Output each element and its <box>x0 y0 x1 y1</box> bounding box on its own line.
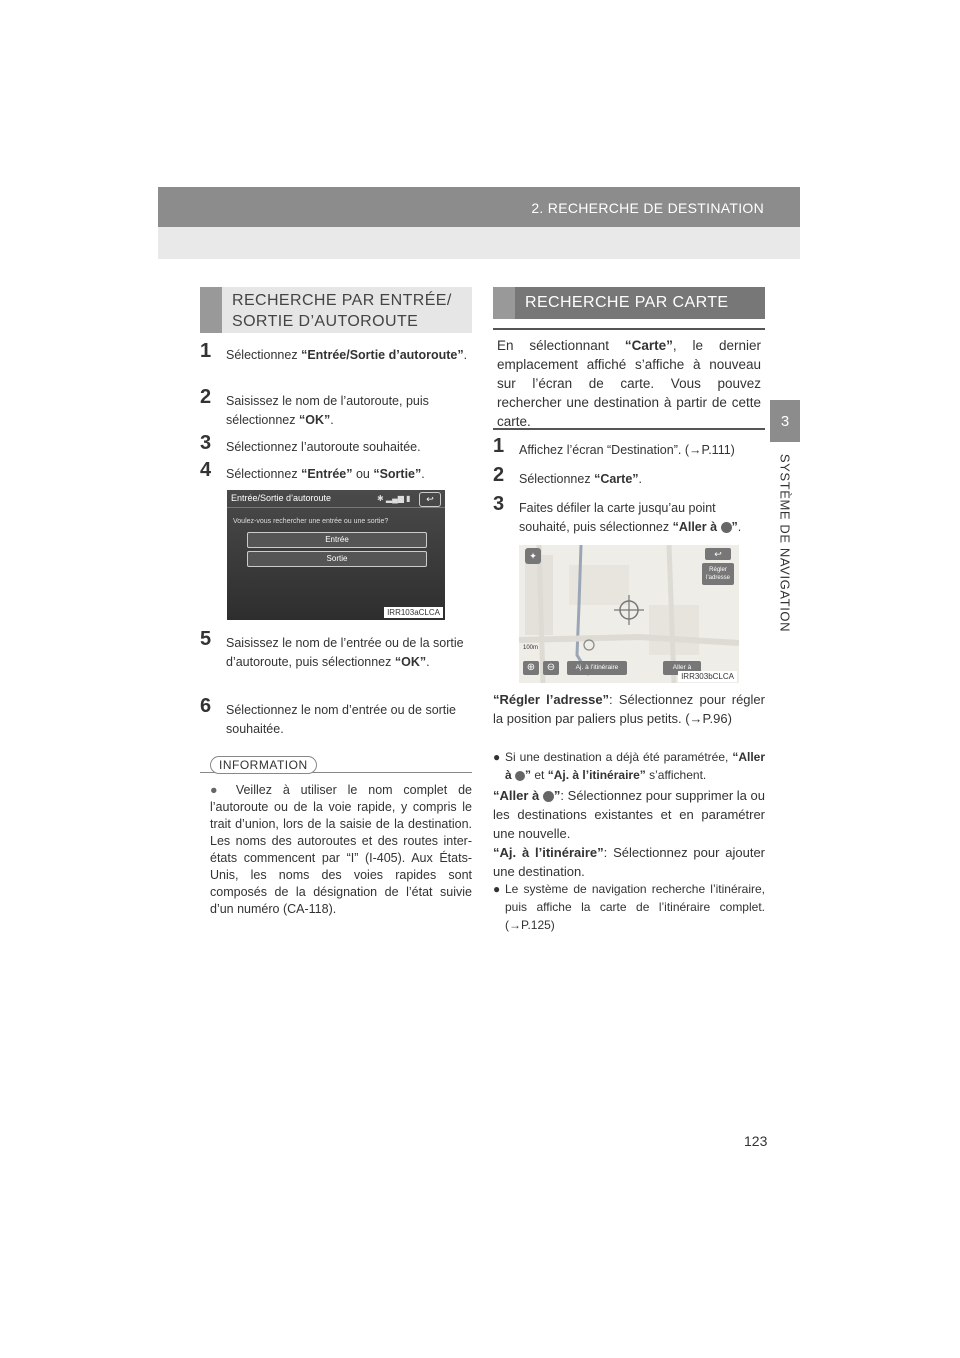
back-icon[interactable]: ↩ <box>705 548 731 560</box>
signal-icon: ✱ ▂▄▆ ▮ <box>377 494 411 503</box>
screen-question: Voulez-vous rechercher une entrée ou une sortie? <box>233 518 389 525</box>
chapter-label: SYSTÈME DE NAVIGATION <box>777 453 793 632</box>
running-header: 2. RECHERCHE DE DESTINATION <box>531 200 764 216</box>
information-text: ● Veillez à utiliser le nom complet de l’autoroute ou de la voie rapide, y compris le trait d’union, lors de la saisie de la destination. Les noms des autoroutes et des routes inter-états commencent par “I” (I-405). Aux États-Unis, les noms des voies rapides sont composés de la désignation de l’état suivie d’un numéro (CA-118). <box>210 783 472 916</box>
step-2: 2 Saisissez le nom de l’autoroute, puis sélectionnez “OK”. <box>200 386 429 427</box>
bullet-route-search: ● Le système de navigation recherche l’itinéraire, puis affiche la carte de l’itinéraire complet. (→P.125) <box>493 882 765 932</box>
entry-button[interactable]: Entrée <box>247 532 427 548</box>
aj-description: “Aj. à l’itinéraire”: Sélectionnez pour ajouter une destination. <box>493 845 766 879</box>
exit-button[interactable]: Sortie <box>247 551 427 567</box>
compass-icon[interactable]: ✦ <box>525 548 541 564</box>
step-4: 4 Sélectionnez “Entrée” ou “Sortie”. <box>200 459 425 481</box>
step-3: 3 Sélectionnez l’autoroute souhaitée. <box>200 432 421 454</box>
section-header-map: RECHERCHE PAR CARTE <box>493 287 765 319</box>
section-header-highway: RECHERCHE PAR ENTRÉE/ SORTIE D’AUTOROUTE <box>200 287 472 333</box>
step-1: 1 Sélectionnez “Entrée/Sortie d’autoroute”. <box>200 340 468 362</box>
step-5: 5 Saisissez le nom de l’entrée ou de la sortie d’autoroute, puis sélectionnez “OK”. <box>200 628 464 669</box>
information-tag: INFORMATION <box>210 756 317 774</box>
aller-description: “Aller à ”: Sélectionnez pour supprimer la ou les destinations existantes et en paramétrer une nouvelle. <box>493 788 765 841</box>
screen-title: Entrée/Sortie d’autoroute <box>231 493 332 503</box>
aller-icon <box>543 791 554 802</box>
chapter-tab: 3 <box>770 400 800 442</box>
scale-label: 100m <box>523 645 539 651</box>
back-icon[interactable]: ↩ <box>419 492 441 507</box>
step-6: 6 Sélectionnez le nom d’entrée ou de sortie souhaitée. <box>200 695 457 736</box>
page-number: 123 <box>744 1133 768 1149</box>
highway-screen <box>227 490 445 620</box>
aller-icon <box>515 771 525 781</box>
figure-code: IRR303bCLCA <box>678 671 737 682</box>
intro-box: En sélectionnant “Carte”, le dernier emplacement affiché s’affiche à nouveau sur l’écran de carte. Vous pouvez rechercher une destination à partir de cette carte. <box>493 328 765 430</box>
map-step-1: 1 Affichez l’écran “Destination”. (→P.111) <box>493 435 735 457</box>
aller-icon <box>721 522 732 533</box>
bullet-destination-set: ● Si une destination a déjà été paramétrée, “Aller à ” et “Aj. à l’itinéraire” s’affichent. <box>493 750 765 782</box>
regler-adresse-button[interactable]: Régler l’adresse <box>702 563 734 585</box>
map-step-2: 2 Sélectionnez “Carte”. <box>493 464 643 486</box>
add-to-route-button[interactable]: Aj. à l’itinéraire <box>567 661 627 675</box>
figure-code: IRR103aCLCA <box>384 607 443 618</box>
zoom-out-icon[interactable]: ⊖ <box>543 661 559 675</box>
zoom-in-icon[interactable]: ⊕ <box>523 661 539 675</box>
map-step-3: 3 Faites défiler la carte jusqu’au point souhaité, puis sélectionnez “Aller à ”. <box>493 493 742 534</box>
regler-description: “Régler l’adresse”: Sélectionnez pour régler la position par paliers plus petits. (→P.96) <box>493 692 765 726</box>
go-to-button[interactable]: Aller à <box>663 661 701 675</box>
map-screen <box>519 545 739 683</box>
